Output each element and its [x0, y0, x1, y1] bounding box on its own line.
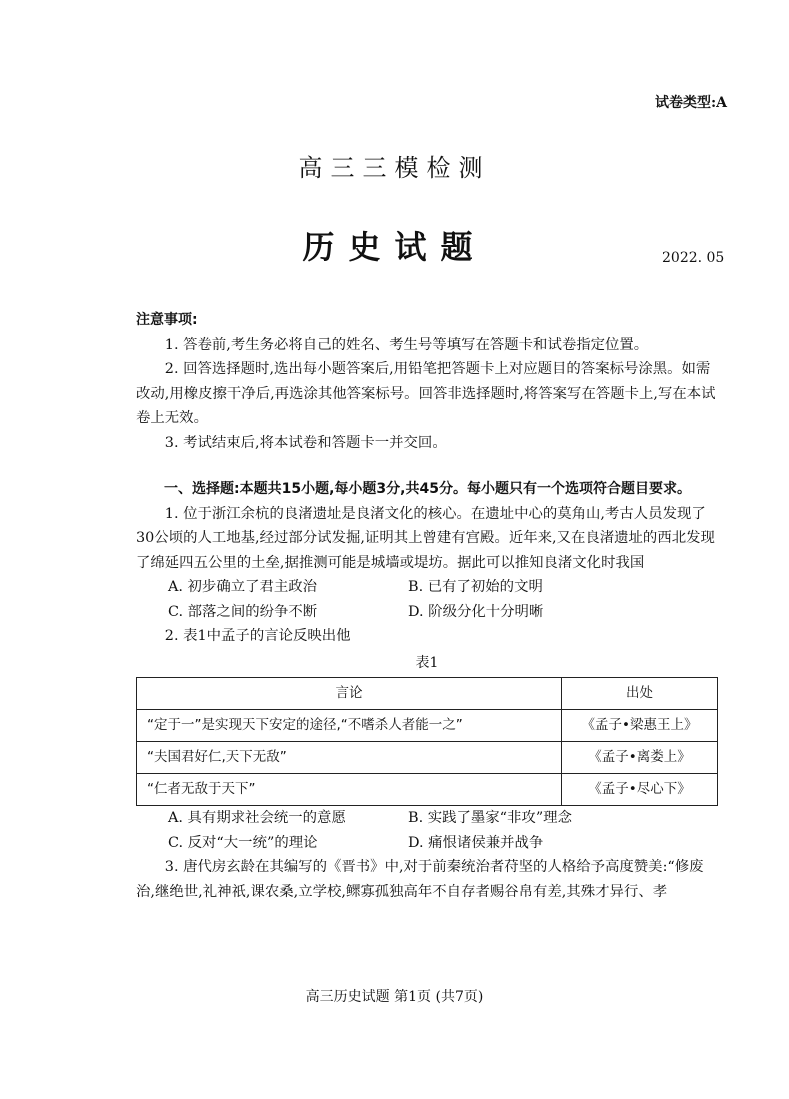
- question-3-stem: 3. 唐代房玄龄在其编写的《晋书》中,对于前秦统治者苻坚的人格给予高度赞美:“修废治,继绝世,礼神祇,课农桑,立学校,鳏寡孤独高年不自存者赐谷帛有差,其殊才异行、孝: [136, 859, 704, 900]
- exam-body: [136, 308, 718, 904]
- question-2-stem: 2. 表1中孟子的言论反映出他: [164, 628, 351, 644]
- table-caption: 表1: [415, 654, 439, 671]
- exam-date: 2022. 05: [662, 250, 725, 266]
- quote-table: [136, 677, 718, 806]
- table-row: [137, 710, 718, 742]
- paper-type-label: 试卷类型:A: [654, 95, 727, 111]
- note-item: 2. 回答选择题时,选出每小题答案后,用铅笔把答题卡上对应题目的答案标号涂黑。如需改动,用橡皮擦干净后,再选涂其他答案标号。回答非选择题时,将答案写在答题卡上,写在本试卷上无效。: [136, 361, 716, 426]
- table-cell-source: 《孟子•尽心下》: [562, 774, 718, 806]
- note-item: 3. 考试结束后,将本试卷和答题卡一并交回。: [164, 434, 447, 451]
- table-cell-source: 《孟子•梁惠王上》: [562, 710, 718, 742]
- column-header-source: 出处: [562, 678, 718, 710]
- question-1-options: [136, 575, 718, 624]
- question-1-stem: 1. 位于浙江余杭的良渚遗址是良渚文化的核心。在遗址中心的莫角山,考古人员发现了30公顷的人工地基,经过部分试发掘,证明其上曾建有宫殿。近年来,又在良渚遗址的西北发现了绵延四五公里的土垒,据推测可能是城墙或堤坊。据此可以推知良渚文化时我国: [136, 505, 715, 571]
- column-header-quote: 言论: [137, 678, 562, 710]
- table-cell-quote: “定于一”是实现天下安定的途径,“不嗜杀人者能一之”: [137, 710, 562, 742]
- table-cell-source: 《孟子•离娄上》: [562, 742, 718, 774]
- question-2-options: [136, 806, 718, 855]
- option-b: B. 已有了初始的文明: [408, 579, 543, 595]
- option-d: D. 痛恨诸侯兼并战争: [408, 834, 544, 851]
- option-a: A. 初步确立了君主政治: [168, 579, 318, 595]
- option-c: C. 反对“大一统”的理论: [168, 834, 318, 851]
- notes-heading: 注意事项:: [136, 312, 198, 328]
- option-a: A. 具有期求社会统一的意愿: [168, 810, 346, 826]
- table-cell-quote: “仁者无敌于天下”: [137, 774, 562, 806]
- page-footer: 高三历史试题 第1页 (共7页): [305, 989, 484, 1005]
- note-item: 1. 答卷前,考生务必将自己的姓名、考生号等填写在答题卡和试卷指定位置。: [164, 336, 649, 353]
- section-heading: 一、选择题:本题共15小题,每小题3分,共45分。每小题只有一个选项符合题目要求。: [164, 481, 691, 497]
- table-header-row: [137, 678, 718, 710]
- table-cell-quote: “夫国君好仁,天下无敌”: [137, 742, 562, 774]
- option-b: B. 实践了墨家“非攻”理念: [408, 810, 572, 826]
- option-c: C. 部落之间的纷争不断: [168, 603, 318, 620]
- option-d: D. 阶级分化十分明晰: [408, 603, 544, 620]
- exam-name: 高三三模检测: [298, 154, 491, 182]
- table-row: [137, 774, 718, 806]
- subject-title: 历史试题: [302, 228, 487, 266]
- table-row: [137, 742, 718, 774]
